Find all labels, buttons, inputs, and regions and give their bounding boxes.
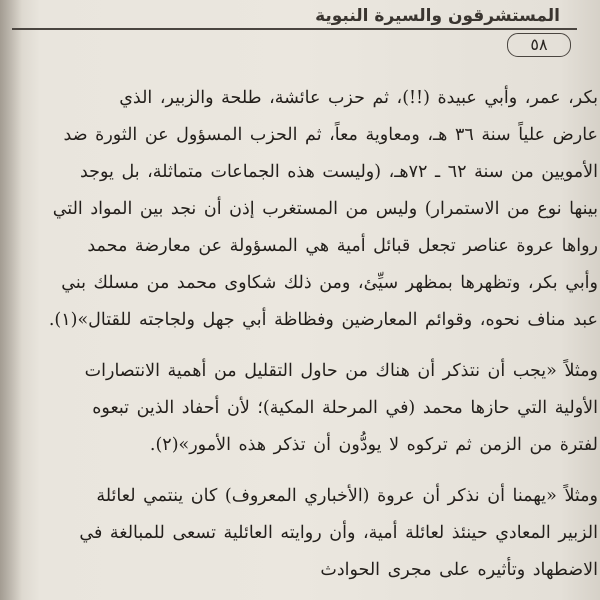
text-line: الزبير المعادي حينئذ لعائلة أمية، وأن روايته العائلية تسعى للمبالغة في	[79, 523, 598, 543]
text-line: بينها نوع من الاستمرار) وليس من المستغرب إذن أن نجد بين المواد التي	[52, 199, 598, 219]
text-line: عبد مناف نحوه، وقوائم المعارضين وفظاظة أبي جهل ولجاجته للقتال»(١).	[48, 310, 598, 330]
text-line: لفترة من الزمن ثم تركوه لا يودُّون أن تذكر هذه الأمور»(٢).	[149, 435, 598, 455]
text-line: وأبي بكر، وتظهرها بمظهر سيِّئ، ومن ذلك شكاوى محمد من مسلك بني	[61, 273, 598, 293]
text-line: الاضطهاد وتأثيره على مجرى الحوادث	[320, 560, 598, 580]
running-head-title: المستشرقون والسيرة النبوية	[315, 6, 560, 26]
text-line: رواها عروة عناصر تجعل قبائل أمية هي المسؤولة عن معارضة محمد	[87, 236, 598, 256]
paragraph-gap	[4, 339, 598, 353]
text-line: ومثلاً «يجب أن نتذكر أن هناك من حاول التقليل من أهمية الانتصارات	[84, 361, 598, 381]
header-rule	[12, 28, 577, 30]
paragraph-gap	[4, 464, 598, 478]
text-line: بكر، عمر، وأبي عبيدة (!!)، ثم حزب عائشة، طلحة والزبير، الذي	[119, 88, 598, 108]
text-line: ومثلاً «يهمنا أن نذكر أن عروة (الأخباري المعروف) كان ينتمي لعائلة	[96, 486, 598, 506]
text-line: الأمويين من سنة ٦٢ ـ ٧٢هـ، (وليست هذه الجماعات متماثلة، بل يوجد	[79, 162, 598, 182]
body-text	[4, 80, 598, 589]
page-number: ٥٨	[507, 33, 571, 57]
text-line: عارض علياً سنة ٣٦ هـ، ومعاوية معاً، ثم الحزب المسؤول عن الثورة ضد	[63, 125, 598, 145]
text-line: الأولية التي حازها محمد (في المرحلة المكية)؛ لأن أحفاد الذين تبعوه	[92, 398, 598, 418]
